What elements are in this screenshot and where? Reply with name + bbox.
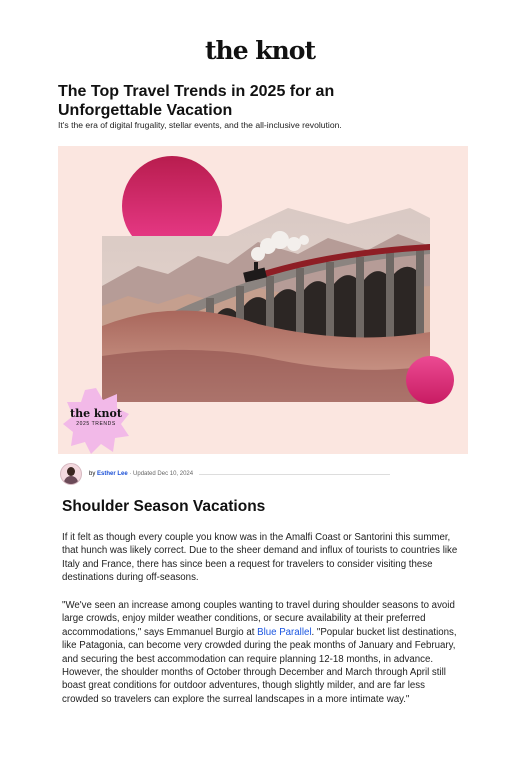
byline-divider: [199, 474, 390, 475]
badge-logo: the knot: [70, 407, 122, 420]
byline-separator: ·: [127, 471, 134, 477]
byline: [60, 462, 390, 486]
paragraph-2-start: "We've seen an increase among couples wanting to travel during shoulder seasons to avoid large crowds, enjoy milder weather conditions, or secure availability at their preferred accommodations," says Emmanuel Burgio at: [62, 600, 455, 638]
sun-small: [406, 356, 454, 404]
paragraph-2-end: . "Popular bucket list destinations, like Patagonia, can become very crowded during the peak months of January and February, and securing the best accommodation can require planning 12-18 months, in advance. However, the shoulder months of October through December and March through April still boast great conditions for outdoor adventures, though slightly milder, and are far less crowded so travelers can explore the surreal landscapes in a more intimate way.": [62, 626, 457, 705]
author-link[interactable]: Esther Lee: [97, 471, 128, 477]
byline-text: [89, 471, 193, 477]
updated-date: Updated Dec 10, 2024: [133, 471, 194, 477]
blue-parallel-link[interactable]: Blue Parallel: [257, 626, 312, 638]
badge-label: 2025 TRENDS: [76, 421, 116, 427]
paragraph-2: [62, 599, 462, 706]
article-title: The Top Travel Trends in 2025 for an Unforgettable Vacation: [58, 83, 335, 119]
site-logo[interactable]: the knot: [204, 36, 316, 65]
hero-image: [58, 146, 468, 454]
author-avatar[interactable]: [60, 463, 82, 485]
paragraph-1: If it felt as though every couple you know was in the Amalfi Coast or Santorini this summer, that hunch was likely correct. Due to the sheer demand and influx of tourists to countries like Italy and France, there has since been a request for travelers to consider visiting these destinations during off-seasons.: [62, 532, 458, 584]
article-subtitle: It's the era of digital frugality, stellar events, and the all-inclusive revolution.: [58, 120, 342, 130]
trends-badge-icon: [61, 386, 131, 454]
section-heading: Shoulder Season Vacations: [62, 498, 266, 515]
byline-prefix: by: [89, 471, 96, 477]
